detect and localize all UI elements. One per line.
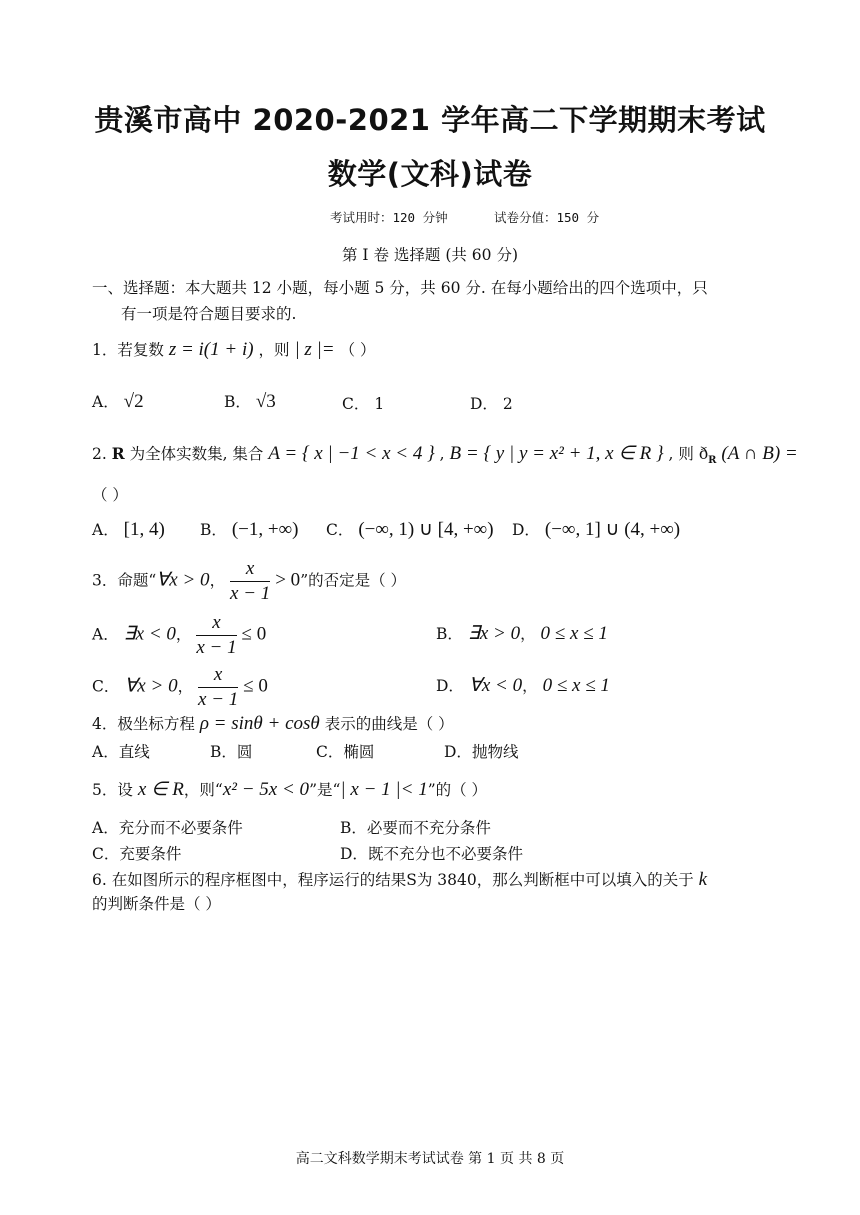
question-1 xyxy=(92,338,376,361)
q5-option-c xyxy=(92,842,181,864)
option-label: C． xyxy=(342,395,370,413)
option-label: A． xyxy=(92,625,119,644)
q1-option-d xyxy=(470,392,513,414)
option-label: B． xyxy=(224,393,251,411)
q5-condition: x ∈ R xyxy=(137,779,184,800)
q3-option-b: B． ∃x > 0， 0 ≤ x ≤ 1 xyxy=(436,623,608,644)
option-label: A． xyxy=(92,819,119,837)
option-label: B． xyxy=(200,521,227,539)
q2-real-set: R xyxy=(111,444,125,463)
option-label: B． xyxy=(210,743,237,761)
option-quantifier: ∃x < 0 xyxy=(123,623,176,645)
option-value: (−∞, 1] ∪ (4, +∞) xyxy=(544,519,681,540)
q6-text: 6. 在如图所示的程序框图中，程序运行的结果S为 3840，那么判断框中可以填入的关于 xyxy=(92,871,694,889)
q3-option-a: A． ∃x < 0， $\frac{x}{x - 1}$ ≤ 0 xyxy=(92,612,267,658)
option-quantifier: ∃x > 0 xyxy=(467,623,521,644)
option-label: C． xyxy=(326,521,354,539)
question-6-line2: 的判断条件是（ ） xyxy=(92,895,221,913)
q5-option-a xyxy=(92,816,243,838)
option-label: A． xyxy=(92,743,119,761)
q1-mid: ，则 xyxy=(258,341,290,359)
question-2 xyxy=(92,442,798,466)
exam-subtitle: 数学(文科)试卷 xyxy=(327,157,533,191)
option-value: [1, 4) xyxy=(123,519,165,540)
option-label: D． xyxy=(470,395,498,413)
option-label: C． xyxy=(92,677,120,696)
option-value: 既不充分也不必要条件 xyxy=(367,845,523,863)
option-quantifier: ∀x > 0 xyxy=(124,675,178,697)
option-quantifier: ∀x < 0 xyxy=(468,675,523,696)
q2-paren: （ ） xyxy=(92,486,128,504)
q2-option-b xyxy=(200,518,298,541)
option-label: A． xyxy=(92,521,119,539)
option-value: 圆 xyxy=(236,743,253,761)
option-value: √3 xyxy=(255,391,276,412)
question-4 xyxy=(92,712,454,735)
q5-text-3: ”的（ ） xyxy=(427,781,488,799)
q5-option-b xyxy=(340,816,491,838)
q1-number: 1．若复数 xyxy=(92,341,164,359)
option-value: 抛物线 xyxy=(471,743,519,761)
option-value: 椭圆 xyxy=(343,743,375,761)
q2-expression: (A ∩ B) = xyxy=(721,443,798,464)
q3-quantifier: ∀x > 0 xyxy=(156,569,210,591)
option-label: A． xyxy=(92,393,119,411)
q2-complement-subscript: R xyxy=(708,455,717,467)
q2-text-2: , 则 xyxy=(668,445,694,463)
option-value: 充分而不必要条件 xyxy=(118,819,243,837)
q3-comma: ， xyxy=(209,571,226,590)
fraction-denominator: x − 1 xyxy=(196,636,237,658)
q2-set-b: B = { y | y = x² + 1, x ∈ R } xyxy=(449,443,664,464)
option-label: D． xyxy=(444,743,472,761)
q5-expression-1: x² − 5x < 0 xyxy=(222,779,310,800)
q4-option-b xyxy=(210,740,252,762)
q5-number: 5．设 xyxy=(92,781,133,799)
option-label: C． xyxy=(316,743,344,761)
q3-fraction xyxy=(230,558,270,605)
page-footer: 高二文科数学期末考试试卷 第 1 页 共 8 页 xyxy=(295,1151,565,1167)
option-fraction xyxy=(198,664,238,711)
q1-paren: （ ） xyxy=(339,341,376,359)
q2-option-a xyxy=(92,518,165,541)
fraction-numerator: x xyxy=(198,664,238,688)
option-relation: ≤ 0 xyxy=(241,623,267,645)
exam-time: 考试用时：120 分钟 xyxy=(330,210,448,225)
q3-option-c: C． ∀x > 0， $\frac{x}{x - 1}$ ≤ 0 xyxy=(92,664,268,710)
q3-number: 3．命题“ xyxy=(92,571,157,590)
q5-option-d xyxy=(340,842,523,864)
q3-tail: ”的否定是（ ） xyxy=(300,571,407,590)
q5-expression-2: | x − 1 |< 1 xyxy=(340,779,428,800)
question-6-line1 xyxy=(92,868,707,891)
q1-expression: z = i(1 + i) xyxy=(168,339,254,360)
option-label: B． xyxy=(436,625,463,643)
option-label: D． xyxy=(340,845,368,863)
fraction-denominator: x − 1 xyxy=(198,688,239,710)
q3-option-d: D． ∀x < 0， 0 ≤ x ≤ 1 xyxy=(436,675,610,696)
q2-complement: ð xyxy=(698,445,709,463)
q4-option-d xyxy=(444,740,518,762)
option-value: (−1, +∞) xyxy=(231,519,299,540)
q4-option-a xyxy=(92,740,150,762)
option-value: 2 xyxy=(502,395,513,413)
q4-number: 4．极坐标方程 xyxy=(92,715,195,733)
q4-expression: ρ = sinθ + cosθ xyxy=(199,713,320,734)
q6-variable-k: k xyxy=(698,869,708,890)
q2-number: 2. xyxy=(92,445,107,463)
section-header: 第 I 卷 选择题 (共 60 分) xyxy=(341,246,518,264)
fraction-numerator: x xyxy=(196,612,236,636)
fraction-denominator: x − 1 xyxy=(230,582,271,604)
option-value: (−∞, 1) ∪ [4, +∞) xyxy=(358,519,494,540)
option-label: C． xyxy=(92,845,120,863)
option-value: 必要而不充分条件 xyxy=(366,819,491,837)
option-relation: ≤ 0 xyxy=(243,675,268,697)
q2-set-a: A = { x | −1 < x < 4 } xyxy=(268,443,435,464)
option-label: D． xyxy=(436,677,464,695)
question-5 xyxy=(92,778,487,801)
q2-option-d xyxy=(512,518,680,541)
option-label: D． xyxy=(512,521,540,539)
option-condition: 0 ≤ x ≤ 1 xyxy=(542,675,610,696)
fraction-numerator: x xyxy=(230,558,270,582)
option-value: 直线 xyxy=(118,743,150,761)
option-value: 1 xyxy=(374,395,385,413)
q3-relation: > 0 xyxy=(275,569,301,591)
q2-option-c xyxy=(326,518,494,541)
instructions-line2: 有一项是符合题目要求的. xyxy=(121,305,297,323)
option-condition: 0 ≤ x ≤ 1 xyxy=(540,623,608,644)
q4-option-c xyxy=(316,740,374,762)
q4-tail: 表示的曲线是（ ） xyxy=(324,715,454,733)
option-value: √2 xyxy=(123,391,144,412)
q1-abs: | z |= xyxy=(294,339,335,360)
q1-option-c xyxy=(342,392,384,414)
question-3 xyxy=(92,558,406,605)
q2-text-1: 为全体实数集, 集合 xyxy=(129,445,264,463)
option-fraction xyxy=(196,612,236,659)
instructions-line1: 一、选择题：本大题共 12 小题，每小题 5 分，共 60 分. 在每小题给出的四个选项中，只 xyxy=(92,279,708,297)
q5-text-1: ，则“ xyxy=(183,781,223,799)
q5-text-2: ”是“ xyxy=(309,781,341,799)
option-value: 充要条件 xyxy=(119,845,182,863)
q1-option-b xyxy=(224,390,276,413)
option-label: B． xyxy=(340,819,367,837)
q1-option-a xyxy=(92,390,144,413)
exam-title: 贵溪市高中 2020-2021 学年高二下学期期末考试 xyxy=(94,103,766,137)
q2-comma: , xyxy=(439,445,445,463)
exam-score: 试卷分值：150 分 xyxy=(494,210,600,225)
